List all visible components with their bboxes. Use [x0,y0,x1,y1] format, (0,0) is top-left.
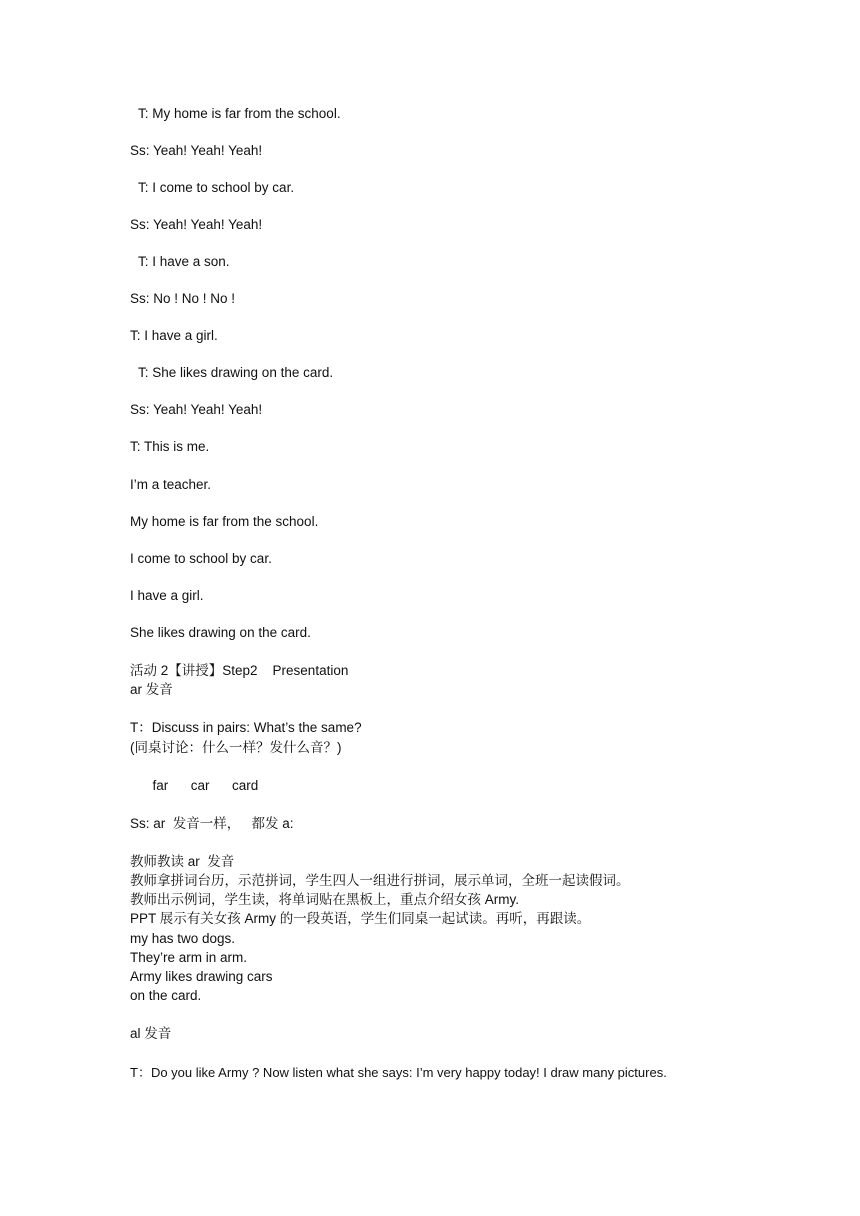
section-label: al 发音 [130,1026,172,1041]
dialogue-line: Ss: Yeah! Yeah! Yeah! [130,143,263,158]
text-line: Army likes drawing cars [130,969,273,984]
dialogue-line: Ss: No ! No ! No ! [130,291,236,306]
text-line: I’m a teacher. [130,477,212,492]
dialogue-line: T: My home is far from the school. [138,106,341,121]
text-line: She likes drawing on the card. [130,625,311,640]
text-line: T：Do you like Army ? Now listen what she says: I’m very happy today! I draw many pictures. [130,1065,667,1080]
dialogue-line: T: I come to school by car. [138,180,295,195]
text-line: on the card. [130,988,202,1003]
section-label: ar 发音 [130,682,173,697]
dialogue-line: T: I have a girl. [130,328,218,343]
activity-heading: 活动 2【讲授】Step2 Presentation [130,663,349,678]
dialogue-line: T: This is me. [130,439,210,454]
text-line: I have a girl. [130,588,204,603]
text-line: T：Discuss in pairs: What’s the same? [130,720,362,735]
text-line: PPT 展示有关女孩 Army 的一段英语，学生们同桌一起试读。再听，再跟读。 [130,911,591,926]
dialogue-line: T: She likes drawing on the card. [138,365,334,380]
text-line: 教师出示例词，学生读，将单词贴在黑板上，重点介绍女孩 Army. [130,892,519,907]
dialogue-line: T: I have a son. [138,254,230,269]
text-line: my has two dogs. [130,931,236,946]
text-line: My home is far from the school. [130,514,319,529]
word-list: far car card [130,778,259,793]
text-line: Ss: ar 发音一样， 都发 a: [130,816,294,831]
text-line: They’re arm in arm. [130,950,248,965]
text-line: 教师拿拼词台历，示范拼词，学生四人一组进行拼词，展示单词，全班一起读假词。 [130,873,630,888]
dialogue-line: Ss: Yeah! Yeah! Yeah! [130,217,263,232]
dialogue-line: Ss: Yeah! Yeah! Yeah! [130,402,263,417]
text-line: (同桌讨论：什么一样？发什么音？) [130,740,342,755]
text-line: I come to school by car. [130,551,272,566]
text-line: 教师教读 ar 发音 [130,854,235,869]
